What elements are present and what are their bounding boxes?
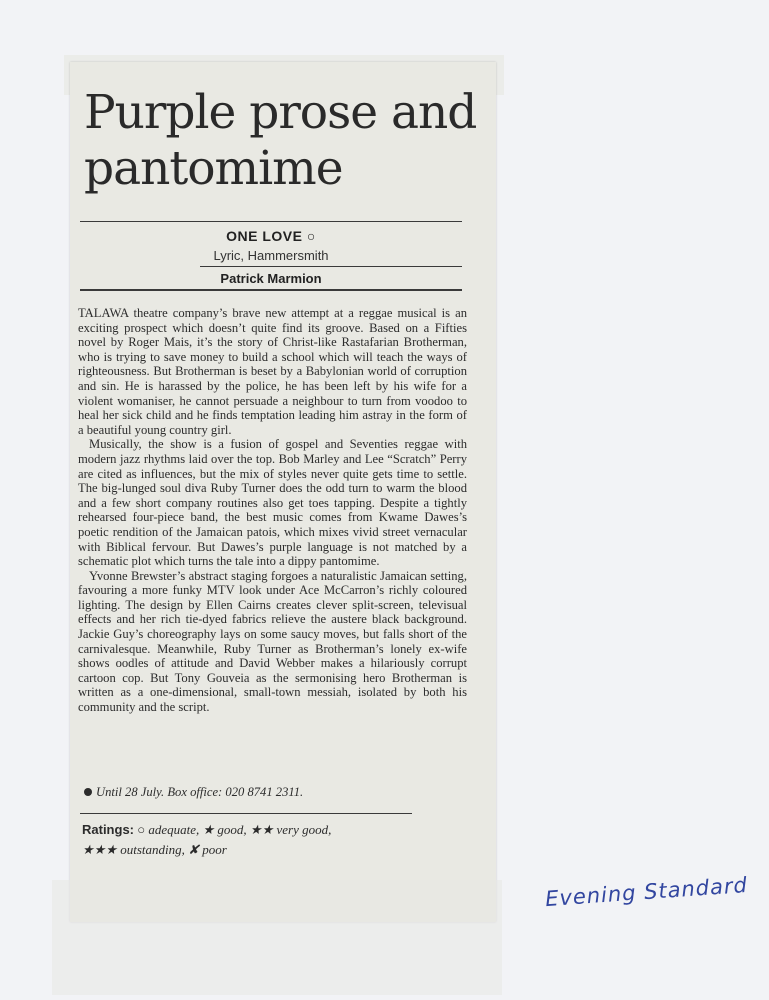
paragraph: Yvonne Brewster’s abstract staging forgoes a naturalistic Jamaican setting, favouring a more funky MTV look under Ace McCarron’s richly coloured lighting. The design by Ellen Cairns creates clever split-screen, televisual effects and her rich tie-dyed fabrics relieve the austere black background. Jackie Guy’s choreography lays on some saucy moves, but falls short of the carnivalesque. Meanwhile, Ruby Turner as Brotherman’s lonely ex-wife shows oodles of attitude and David Webber makes a hilariously corrupt cartoon cop. But Tony Gouveia as the sermonising hero Brotherman is written as a one-dimensional, small-town messiah, isolated by both his community and the script. [78, 568, 467, 715]
tape-bottom [52, 880, 502, 995]
ratings-key [82, 820, 472, 860]
paragraph: TALAWA theatre company’s brave new attempt at a reggae musical is an exciting prospect which doesn’t quite find its groove. Based on a Fifties novel by Roger Mais, it’s the story of Christ-like Rastafarian Brotherman, who is trying to save money to build a school which will teach the ways of righteousness. But Brotherman is beset by a Babylonian world of corruption and sin. He is harassed by the police, he has been left by his wife for a violent womaniser, he cannot persuade a neighbour to turn from voodoo to heal her sick child and he finds temptation leading him astray in the form of a beautiful young country girl. [78, 306, 467, 437]
ratings-line-1: ○ adequate, ★ good, ★★ very good, [137, 822, 332, 837]
bullet-icon [84, 788, 92, 796]
performance-info [84, 785, 464, 800]
show-title: ONE LOVE ○ [226, 228, 316, 244]
ratings-line-2: ★★★ outstanding, ✘ poor [82, 842, 227, 857]
headline: Purple prose and pantomime [84, 85, 477, 196]
divider [80, 813, 412, 814]
handwritten-source-note: Evening Standard [544, 872, 749, 912]
ratings-label: Ratings: [82, 822, 134, 837]
divider [200, 266, 462, 267]
divider [80, 221, 462, 222]
paragraph: Musically, the show is a fusion of gospel and Seventies reggae with modern jazz rhythms laid over the top. Bob Marley and Lee “Scratch” Perry are cited as influences, but the mix of styles never quite gets time to settle. The big-lunged soul diva Ruby Turner does the odd turn to warm the blood and a few short company routines also get toes tapping. Despite a tightly rehearsed four-piece band, the best music comes from Kwame Dawes’s poetic rendition of the Jamaican patois, which mixes vivid street vernacular with Biblical fervour. But Dawes’s purple language is not matched by a schematic plot which turns the tale into a dippy pantomime. [78, 437, 467, 569]
byline: Patrick Marmion [220, 271, 322, 286]
performance-info-text: Until 28 July. Box office: 020 8741 2311. [96, 785, 304, 799]
divider [80, 289, 462, 291]
article-body [78, 306, 467, 715]
venue: Lyric, Hammersmith [213, 248, 329, 263]
